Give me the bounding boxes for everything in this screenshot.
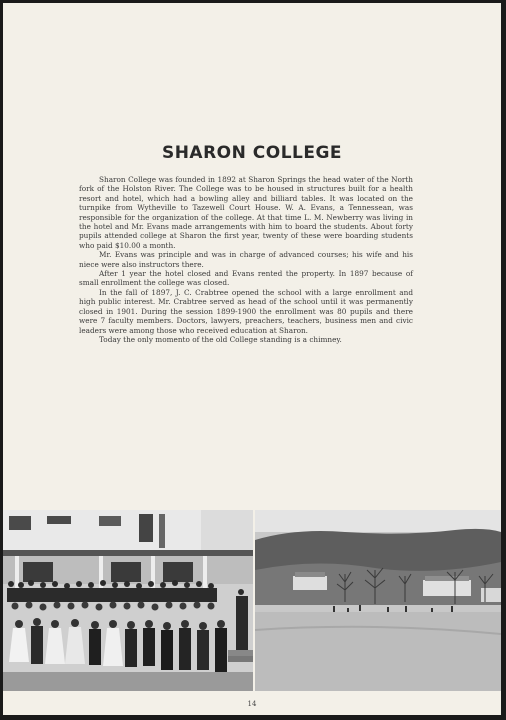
paragraph-today: Today the only momento of the old College standing is a chimney. xyxy=(99,334,342,344)
group-photo xyxy=(3,510,253,691)
paragraph-crabtree: In the fall of 1897, J. C. Crabtree opened the school with a large enrollment and high public interest. Mr. Crabtree served as head of the school until it was permanently closed in 1901. During the session 1899-1900 the enrollment was 80 pupils and there were 7 faculty members. Doctors, lawyers, preachers, teachers, business men and civic leaders were among those who received education at Sharon. xyxy=(79,287,413,335)
paragraph-founding: Sharon College was founded in 1892 at Sharon Springs the head water of the North fork of the Holston River. The College was to be housed in structures built for a health resort and hotel, which had a bowling alley and billiard tables. It was located on the turnpike from Wytheville to Tazewell Court House. W. A. Evans, a Tennessean, was responsible for the organization of the college. At that time L. M. Newberry was living in the hotel and Mr. Evans made arrangements with him to board the students. About forty pupils attended college at Sharon the first year, twenty of these were boarding students who paid $10.00 a month. xyxy=(79,175,413,250)
landscape-photo xyxy=(255,510,501,691)
article-body xyxy=(79,175,413,344)
paragraph-closing: After 1 year the hotel closed and Evans rented the property. In 1897 because of small enrollment the college was closed. xyxy=(79,269,413,288)
document-page xyxy=(3,3,501,715)
page-title: SHARON COLLEGE xyxy=(161,143,343,163)
page-number: 14 xyxy=(247,700,257,708)
paragraph-evans: Mr. Evans was principle and was in charge of advanced courses; his wife and his niece were also instructors there. xyxy=(79,250,413,269)
